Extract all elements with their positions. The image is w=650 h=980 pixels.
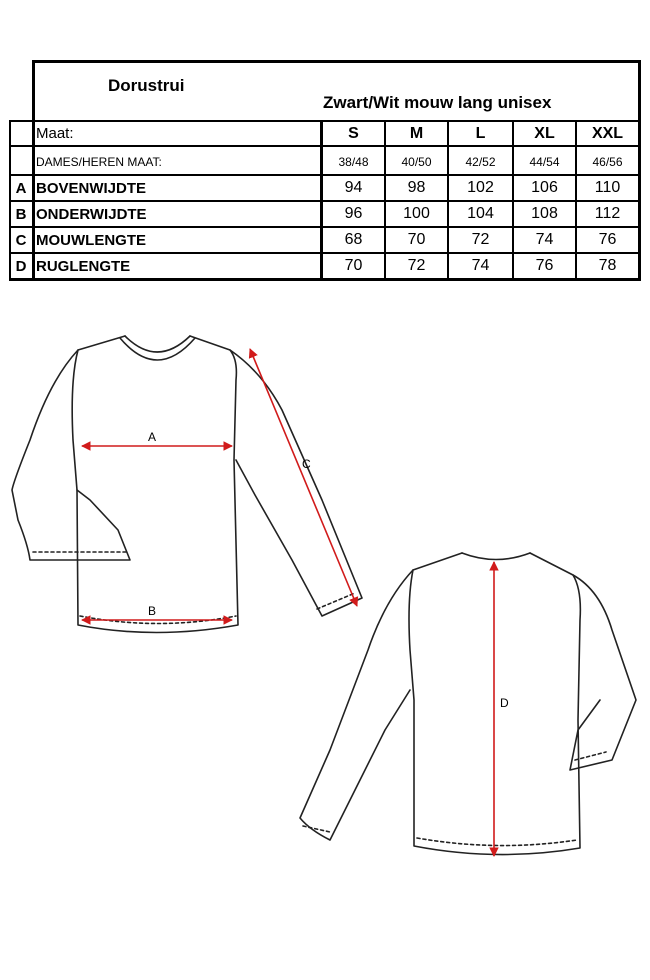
row-letter-a: A	[15, 179, 27, 197]
back-left-cuff-stitch	[303, 826, 330, 832]
front-left-sleeve	[12, 350, 130, 560]
row-label-a: BOVENWIJDTE	[36, 179, 147, 197]
table-cell: 98	[407, 179, 426, 196]
eu-size-xxl: 46/56	[592, 155, 623, 169]
table-cell: 74	[471, 257, 490, 274]
back-right-cuff-stitch	[575, 752, 606, 760]
table-border-right	[638, 60, 641, 281]
size-header-s: S	[348, 125, 359, 142]
table-cell: 112	[594, 205, 621, 222]
table-cell: 108	[531, 205, 558, 222]
eu-size-m: 40/50	[401, 155, 432, 169]
front-neckline	[125, 336, 190, 352]
eu-size-xl: 44/54	[529, 155, 560, 169]
size-header-xl: XL	[534, 125, 555, 142]
back-collar	[462, 553, 530, 560]
product-subtitle: Zwart/Wit mouw lang unisex	[323, 93, 552, 112]
eu-size-l: 42/52	[465, 155, 496, 169]
table-cell: 102	[467, 179, 494, 196]
measure-line-c	[250, 349, 357, 606]
row-letter-c: C	[15, 231, 27, 249]
size-header-xxl: XXL	[591, 125, 624, 142]
table-border-top	[32, 60, 641, 63]
row-letter-b: B	[15, 205, 27, 223]
table-cell: 72	[471, 231, 490, 248]
table-cell: 104	[467, 205, 494, 222]
table-cell: 70	[407, 231, 426, 248]
front-right-sleeve	[230, 350, 362, 616]
front-body-outline	[72, 336, 238, 633]
back-hem-stitch	[417, 838, 577, 846]
garment-illustration	[0, 290, 650, 975]
eu-size-s: 38/48	[338, 155, 369, 169]
measure-label-b: B	[148, 604, 157, 618]
measure-label-c: C	[302, 457, 311, 471]
table-cell: 100	[403, 205, 430, 222]
front-right-cuff-stitch	[317, 593, 355, 609]
size-label: Maat:	[36, 124, 74, 142]
table-cell: 76	[598, 231, 617, 248]
measurement-diagram	[0, 290, 650, 975]
table-cell: 76	[535, 257, 554, 274]
back-left-sleeve	[300, 570, 413, 840]
table-cell: 74	[535, 231, 554, 248]
row-label-b: ONDERWIJDTE	[36, 205, 147, 223]
shirt-front-view	[12, 336, 362, 633]
table-cell: 110	[594, 179, 621, 196]
table-cell: 106	[531, 179, 558, 196]
row-label-d: RUGLENGTE	[36, 257, 131, 275]
product-title: Dorustrui	[108, 76, 185, 95]
table-cell: 72	[407, 257, 426, 274]
shirt-back-view	[300, 553, 636, 855]
row-label-c: MOUWLENGTE	[36, 231, 146, 249]
size-header-l: L	[475, 125, 486, 142]
table-cell: 94	[344, 179, 363, 196]
eu-size-label: DAMES/HEREN MAAT:	[36, 155, 162, 169]
measure-label-d: D	[500, 696, 509, 710]
table-cell: 96	[344, 205, 363, 222]
table-cell: 78	[598, 257, 617, 274]
table-cell: 68	[344, 231, 363, 248]
table-cell: 70	[344, 257, 363, 274]
measure-label-a: A	[148, 430, 157, 444]
size-chart-table	[0, 0, 650, 290]
size-header-m: M	[409, 125, 424, 142]
row-letter-d: D	[15, 257, 27, 275]
